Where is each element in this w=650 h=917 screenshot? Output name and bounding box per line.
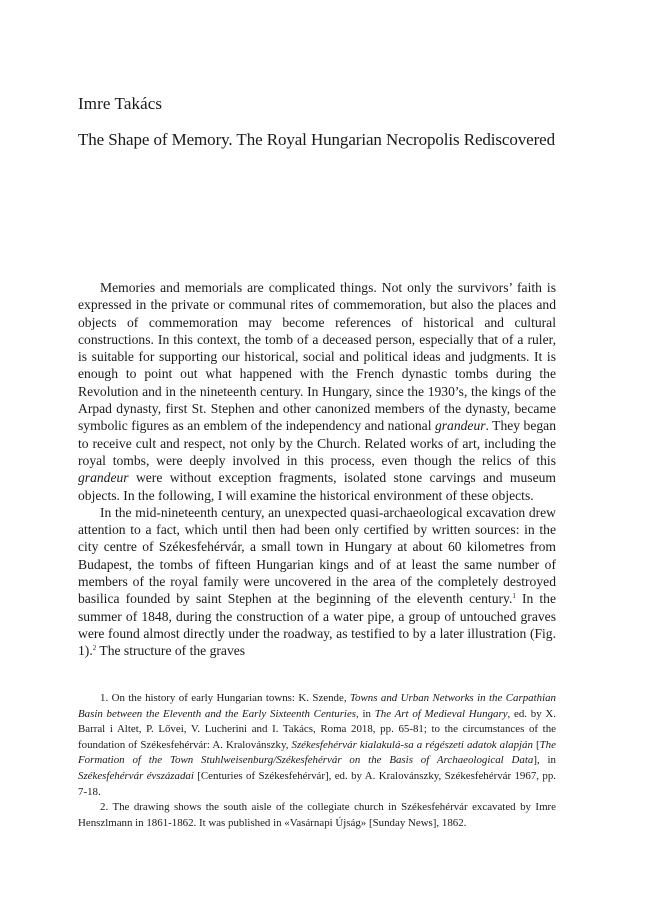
paragraph-1: Memories and memorials are complicated things. Not only the survivors’ faith is expressed in the private or communal rites of commemoration, but also the places and objects of commemoration may become references of historical and cultural constructions. In this context, the tomb of a deceased person, especially that of a ruler, is suitable for supporting our historical, social and political ideas and judgments. It is enough to point out what happened with the French dynastic tombs during the Revolution and in the nineteenth century. In Hungary, since the 1930’s, the kings of the Arpad dynasty, first St. Stephen and other canonized members of the dynasty, became symbolic figures as an emblem of the independency and national grandeur. They began to receive cult and respect, not only by the Church. Related works of art, including the royal tombs, were deeply involved in this process, even though the relics of this grandeur were without exception fragments, isolated stone carvings and museum objects. In the following, I will examine the historical environment of these objects. xyxy=(78,280,556,503)
footnotes xyxy=(78,691,556,831)
article-title: The Shape of Memory. The Royal Hungarian Necropolis Rediscovered xyxy=(78,130,556,149)
body-text xyxy=(78,279,556,660)
author-name: Imre Takács xyxy=(78,94,163,113)
footnote-ref-2[interactable]: 2 xyxy=(92,644,97,653)
footnote-2: 2. The drawing shows the south aisle of the collegiate church in Székesfehérvár excavated by Imre Henszlmann in 1861-1862. It was published in «Vasárnapi Újság» [Sunday News], 1862. xyxy=(78,801,556,829)
paragraph-2: In the mid-nineteenth century, an unexpected quasi-archaeological excavation drew attention to a fact, which until then had been only certified by written sources: in the city centre of Székesfehérvár, a small town in Hungary at about 60 kilometres from Budapest, the tombs of fifteen Hungarian kings and of at least the same number of members of the royal family were uncovered in the area of the completely destroyed basilica founded by saint Stephen at the beginning of the eleventh century.$^1$ In the summer of 1848, during the construction of a water pipe, a group of untouched graves were found almost directly under the roadway, as testified to by a later illustration (Fig. 1).$^2$ The structure of the graves xyxy=(78,504,557,659)
footnote-ref-1[interactable]: 1 xyxy=(512,592,516,601)
footnote-1: 1. On the history of early Hungarian towns: K. Szende, Towns and Urban Networks in the Carpathian Basin between the Eleventh and the Early Sixteenth Centuries, in The Art of Medieval Hungary, ed. by X. Barral i Altet, P. Lővei, V. Lucherini and I. Takács, Roma 2018, pp. 65-81; to the circumstances of the foundation of Székesfehérvár: A. Kralovánszky, Székesfehérvár kialakulá-sa a régészeti adatok alapján [The Formation of the Town Stuhlweisenburg/Székesfehérvár on the Basis of Archaeological Data], in Székesfehérvár évszázadai [Centuries of Székesfehérvár], ed. by A. Kralovánszky, Székesfehérvár 1967, pp. 7-18. xyxy=(78,692,556,798)
